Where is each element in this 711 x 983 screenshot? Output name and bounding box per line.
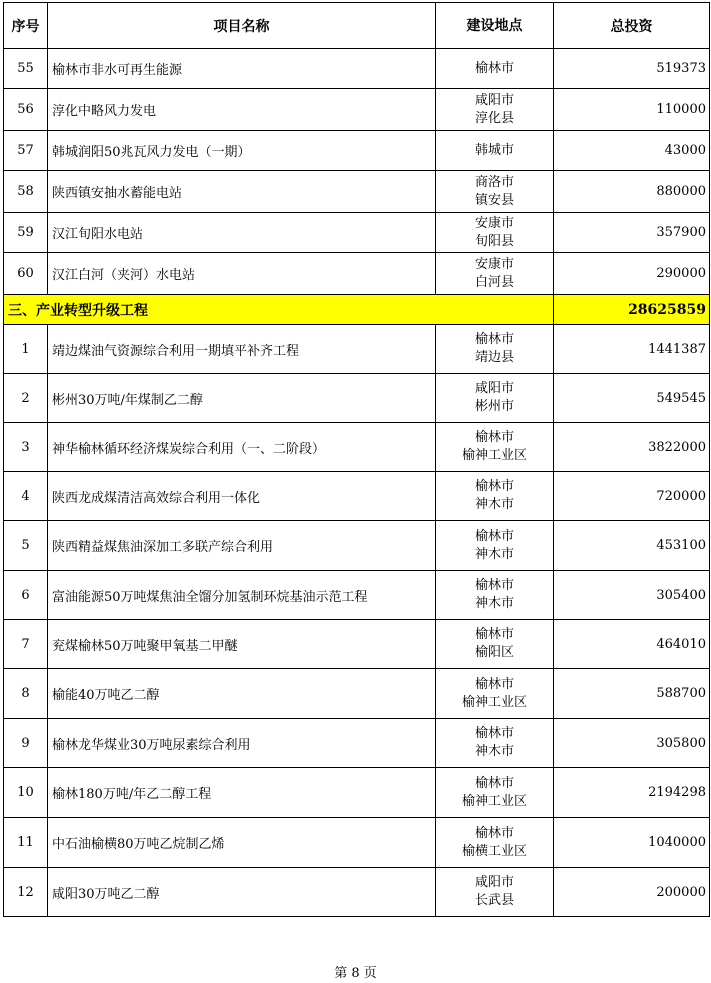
project-investment: 588700 [554,669,710,719]
project-investment: 290000 [554,253,710,295]
location-district: 白河县 [474,274,514,290]
header-row [4,3,710,49]
project-name: 陕西龙成煤清洁高效综合利用一体化 [48,472,436,521]
project-location [436,89,554,131]
project-name: 陕西镇安抽水蓄能电站 [48,171,436,213]
location-city: 榆林市 [474,775,514,791]
location-district: 神木市 [474,497,514,512]
row-number: 57 [4,131,48,171]
row-number: 5 [4,521,48,571]
table-row [4,423,710,472]
project-investment: 1441387 [554,325,710,374]
project-investment: 519373 [554,49,710,89]
row-number: 55 [4,49,48,89]
location-city: 榆林市 [474,676,514,692]
table-row [4,620,710,669]
location-city: 安康市 [474,215,514,231]
location-city: 榆林市 [474,528,514,544]
location-district: 榆神工业区 [461,793,527,809]
table-row [4,768,710,818]
location-city: 榆林市 [474,726,514,741]
project-name: 韩城润阳50兆瓦风力发电（一期） [48,131,436,171]
project-location [436,213,554,253]
location-district: 神木市 [474,546,514,562]
row-number: 10 [4,768,48,818]
location-city: 榆林市 [474,430,514,445]
table-row [4,571,710,620]
project-location [436,620,554,669]
project-name: 兖煤榆林50万吨聚甲氧基二甲醚 [48,620,436,669]
project-investment: 453100 [554,521,710,571]
table-row [4,253,710,295]
project-location [436,571,554,620]
project-name: 咸阳30万吨乙二醇 [48,868,436,917]
project-location [436,423,554,472]
row-number: 8 [4,669,48,719]
project-name: 榆林市非水可再生能源 [48,49,436,89]
row-number: 2 [4,374,48,423]
table-row [4,719,710,768]
table-row [4,868,710,917]
project-name: 汉江白河（夹河）水电站 [48,253,436,295]
project-name: 榆林龙华煤业30万吨尿素综合利用 [48,719,436,768]
project-location [436,818,554,868]
header-location: 建设地点 [436,3,554,49]
project-investment: 357900 [554,213,710,253]
project-investment: 43000 [554,131,710,171]
location-district: 神木市 [474,744,514,759]
row-number: 58 [4,171,48,213]
project-location [436,253,554,295]
project-name: 汉江旬阳水电站 [48,213,436,253]
location-city: 咸阳市 [474,875,514,890]
location-district: 榆神工业区 [461,448,527,463]
project-name: 淳化中略风力发电 [48,89,436,131]
row-number: 59 [4,213,48,253]
table-row [4,472,710,521]
location-city: 榆林市 [474,578,514,593]
location-city: 榆林市 [474,627,514,642]
table-row [4,49,710,89]
project-location [436,521,554,571]
project-name: 靖边煤油气资源综合利用一期填平补齐工程 [48,325,436,374]
table-row [4,521,710,571]
location-city: 安康市 [474,256,514,272]
location-city: 榆林市 [474,332,514,347]
table-row [4,213,710,253]
project-location [436,49,554,89]
location-district: 靖边县 [474,350,514,365]
row-number: 12 [4,868,48,917]
table-row [4,818,710,868]
table-row [4,374,710,423]
row-number: 56 [4,89,48,131]
project-investment: 110000 [554,89,710,131]
project-investment: 1040000 [554,818,710,868]
project-table [3,2,710,917]
project-investment: 464010 [554,620,710,669]
row-number: 3 [4,423,48,472]
page-number: 第 8 页 [334,966,377,981]
project-investment: 305400 [554,571,710,620]
location-city: 咸阳市 [474,92,514,108]
table-row [4,325,710,374]
location-city: 韩城市 [474,142,514,158]
project-location [436,669,554,719]
header-investment: 总投资 [554,3,710,49]
section-investment: 28625859 [554,295,710,325]
project-location [436,374,554,423]
project-name: 榆林180万吨/年乙二醇工程 [48,768,436,818]
table-row [4,171,710,213]
project-location [436,768,554,818]
location-district: 淳化县 [474,110,514,126]
row-number: 11 [4,818,48,868]
location-district: 榆神工业区 [461,694,527,710]
row-number: 9 [4,719,48,768]
project-location [436,171,554,213]
project-investment: 720000 [554,472,710,521]
location-district: 榆横工业区 [461,843,527,859]
row-number: 60 [4,253,48,295]
location-district: 彬州市 [474,399,514,414]
header-no: 序号 [4,3,48,49]
section-title: 三、产业转型升级工程 [4,295,554,325]
table-row [4,669,710,719]
location-district: 镇安县 [474,192,514,208]
project-name: 彬州30万吨/年煤制乙二醇 [48,374,436,423]
project-location [436,472,554,521]
project-investment: 305800 [554,719,710,768]
row-number: 6 [4,571,48,620]
location-district: 榆阳区 [474,645,514,660]
section-row [4,295,710,325]
location-city: 榆林市 [474,479,514,494]
header-name: 项目名称 [48,3,436,49]
table-row [4,131,710,171]
location-city: 咸阳市 [474,381,514,396]
project-name: 陕西精益煤焦油深加工多联产综合利用 [48,521,436,571]
row-number: 4 [4,472,48,521]
project-location [436,719,554,768]
location-city: 商洛市 [474,174,514,190]
location-city: 榆林市 [474,60,514,76]
project-name: 富油能源50万吨煤焦油全馏分加氢制环烷基油示范工程 [48,571,436,620]
location-district: 旬阳县 [474,233,514,249]
location-district: 神木市 [474,596,514,611]
row-number: 7 [4,620,48,669]
location-city: 榆林市 [474,825,514,841]
row-number: 1 [4,325,48,374]
project-investment: 880000 [554,171,710,213]
location-district: 长武县 [474,893,514,908]
project-name: 榆能40万吨乙二醇 [48,669,436,719]
project-location [436,325,554,374]
project-location [436,131,554,171]
project-location [436,868,554,917]
project-investment: 549545 [554,374,710,423]
project-investment: 2194298 [554,768,710,818]
table-row [4,89,710,131]
project-investment: 3822000 [554,423,710,472]
project-name: 中石油榆横80万吨乙烷制乙烯 [48,818,436,868]
project-name: 神华榆林循环经济煤炭综合利用（一、二阶段） [48,423,436,472]
project-investment: 200000 [554,868,710,917]
